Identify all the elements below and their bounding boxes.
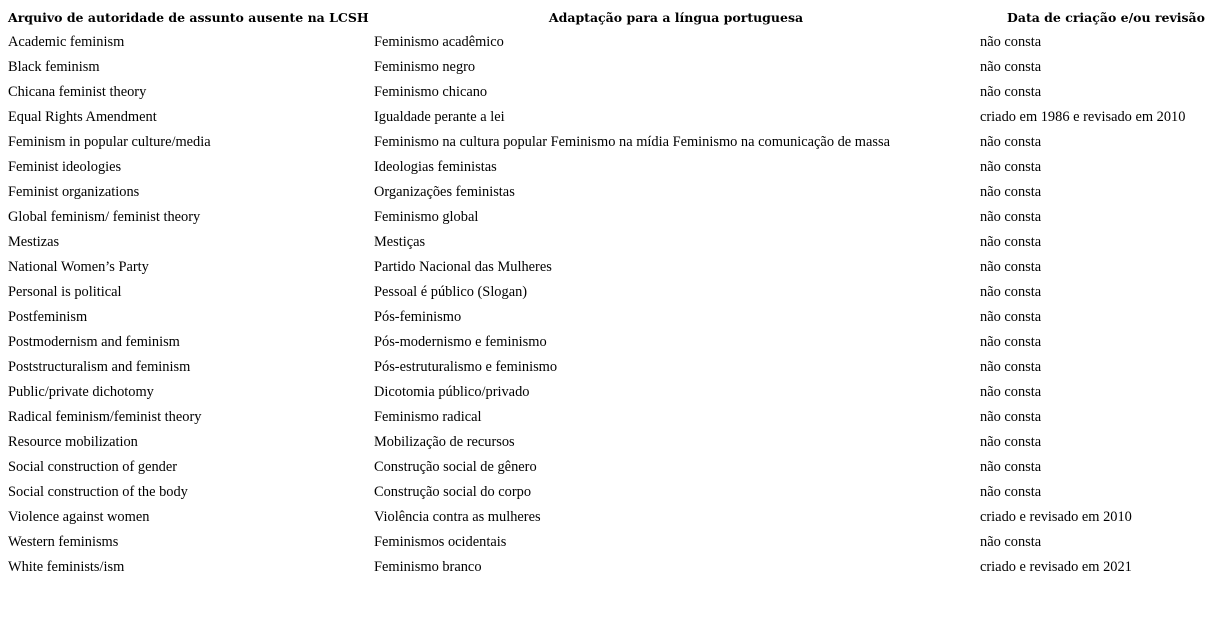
portuguese-term-cell: Construção social de gênero: [374, 459, 537, 475]
portuguese-term-cell: Feminismo chicano: [374, 84, 488, 100]
portuguese-term-cell: Ideologias feministas: [374, 159, 497, 175]
date-cell: criado e revisado em 2010: [980, 509, 1132, 525]
date-cell: não consta: [980, 459, 1042, 475]
date-cell: não consta: [980, 384, 1042, 400]
date-cell: não consta: [980, 259, 1042, 275]
portuguese-term-cell: Partido Nacional das Mulheres: [374, 259, 552, 275]
portuguese-term-cell: Feminismo acadêmico: [374, 34, 504, 50]
date-cell: não consta: [980, 309, 1042, 325]
portuguese-term-cell: Mestiças: [374, 234, 426, 250]
table-row: [6, 430, 1232, 455]
date-cell: criado e revisado em 2021: [980, 559, 1132, 575]
portuguese-term-cell: Mobilização de recursos: [374, 434, 515, 450]
lcsh-term-cell: Personal is political: [8, 284, 122, 300]
subject-authority-table-container: [6, 4, 1232, 580]
lcsh-term-cell: Feminism in popular culture/media: [8, 134, 211, 150]
portuguese-term-cell: Feminismo negro: [374, 59, 476, 75]
table-header: [6, 4, 1232, 30]
table-row: [6, 105, 1232, 130]
lcsh-term-cell: Violence against women: [8, 509, 150, 525]
portuguese-term-cell: Pós-estruturalismo e feminismo: [374, 359, 558, 375]
table-row: [6, 255, 1232, 280]
date-cell: não consta: [980, 409, 1042, 425]
header-creation-revision-date: Data de criação e/ou revisão: [1007, 9, 1205, 25]
table-row: [6, 155, 1232, 180]
portuguese-term-cell: Construção social do corpo: [374, 484, 532, 500]
table-row: [6, 505, 1232, 530]
lcsh-term-cell: Postmodernism and feminism: [8, 334, 180, 350]
lcsh-term-cell: Academic feminism: [8, 34, 125, 50]
table-row: [6, 355, 1232, 380]
table-row: [6, 55, 1232, 80]
portuguese-term-cell: Igualdade perante a lei: [374, 109, 505, 125]
portuguese-term-cell: Pós-modernismo e feminismo: [374, 334, 547, 350]
portuguese-term-cell: Pessoal é público (Slogan): [374, 284, 528, 300]
lcsh-term-cell: Poststructuralism and feminism: [8, 359, 191, 375]
lcsh-term-cell: Equal Rights Amendment: [8, 109, 157, 125]
date-cell: criado em 1986 e revisado em 2010: [980, 109, 1186, 125]
date-cell: não consta: [980, 234, 1042, 250]
table-row: [6, 330, 1232, 355]
portuguese-term-cell: Feminismo na cultura popular Feminismo na mídia Feminismo na comunicação de massa: [374, 134, 890, 150]
header-portuguese-adaptation: Adaptação para a língua portuguesa: [548, 9, 804, 25]
table-row: [6, 80, 1232, 105]
lcsh-term-cell: Western feminisms: [8, 534, 119, 550]
date-cell: não consta: [980, 334, 1042, 350]
table-row: [6, 205, 1232, 230]
date-cell: não consta: [980, 534, 1042, 550]
portuguese-term-cell: Pós-feminismo: [374, 309, 462, 325]
lcsh-term-cell: Social construction of gender: [8, 459, 178, 475]
table-row: [6, 230, 1232, 255]
table-row: [6, 130, 1232, 155]
header-lcsh-missing-authority: Arquivo de autoridade de assunto ausente na LCSH: [8, 9, 369, 25]
lcsh-term-cell: National Women’s Party: [8, 259, 149, 275]
subject-authority-table: [6, 4, 1232, 580]
lcsh-term-cell: Mestizas: [8, 234, 60, 250]
header-row: [6, 4, 1232, 30]
lcsh-term-cell: Resource mobilization: [8, 434, 138, 450]
table-row: [6, 455, 1232, 480]
date-cell: não consta: [980, 434, 1042, 450]
table-row: [6, 180, 1232, 205]
table-row: [6, 480, 1232, 505]
lcsh-term-cell: White feminists/ism: [8, 559, 125, 575]
lcsh-term-cell: Chicana feminist theory: [8, 84, 147, 100]
lcsh-term-cell: Public/private dichotomy: [8, 384, 154, 400]
portuguese-term-cell: Feminismo branco: [374, 559, 482, 575]
table-row: [6, 405, 1232, 430]
table-row: [6, 30, 1232, 55]
portuguese-term-cell: Feminismo radical: [374, 409, 482, 425]
table-row: [6, 555, 1232, 580]
portuguese-term-cell: Feminismo global: [374, 209, 479, 225]
lcsh-term-cell: Radical feminism/feminist theory: [8, 409, 202, 425]
lcsh-term-cell: Postfeminism: [8, 309, 88, 325]
table-row: [6, 305, 1232, 330]
date-cell: não consta: [980, 34, 1042, 50]
date-cell: não consta: [980, 209, 1042, 225]
lcsh-term-cell: Global feminism/ feminist theory: [8, 209, 201, 225]
lcsh-term-cell: Social construction of the body: [8, 484, 188, 500]
portuguese-term-cell: Organizações feministas: [374, 184, 515, 200]
table-row: [6, 280, 1232, 305]
table-row: [6, 530, 1232, 555]
date-cell: não consta: [980, 284, 1042, 300]
date-cell: não consta: [980, 484, 1042, 500]
date-cell: não consta: [980, 84, 1042, 100]
portuguese-term-cell: Feminismos ocidentais: [374, 534, 507, 550]
date-cell: não consta: [980, 134, 1042, 150]
table-row: [6, 380, 1232, 405]
lcsh-term-cell: Feminist ideologies: [8, 159, 122, 175]
lcsh-term-cell: Feminist organizations: [8, 184, 140, 200]
portuguese-term-cell: Dicotomia público/privado: [374, 384, 530, 400]
lcsh-term-cell: Black feminism: [8, 59, 100, 75]
portuguese-term-cell: Violência contra as mulheres: [374, 509, 541, 525]
table-body: [6, 30, 1232, 580]
date-cell: não consta: [980, 359, 1042, 375]
date-cell: não consta: [980, 184, 1042, 200]
date-cell: não consta: [980, 159, 1042, 175]
date-cell: não consta: [980, 59, 1042, 75]
